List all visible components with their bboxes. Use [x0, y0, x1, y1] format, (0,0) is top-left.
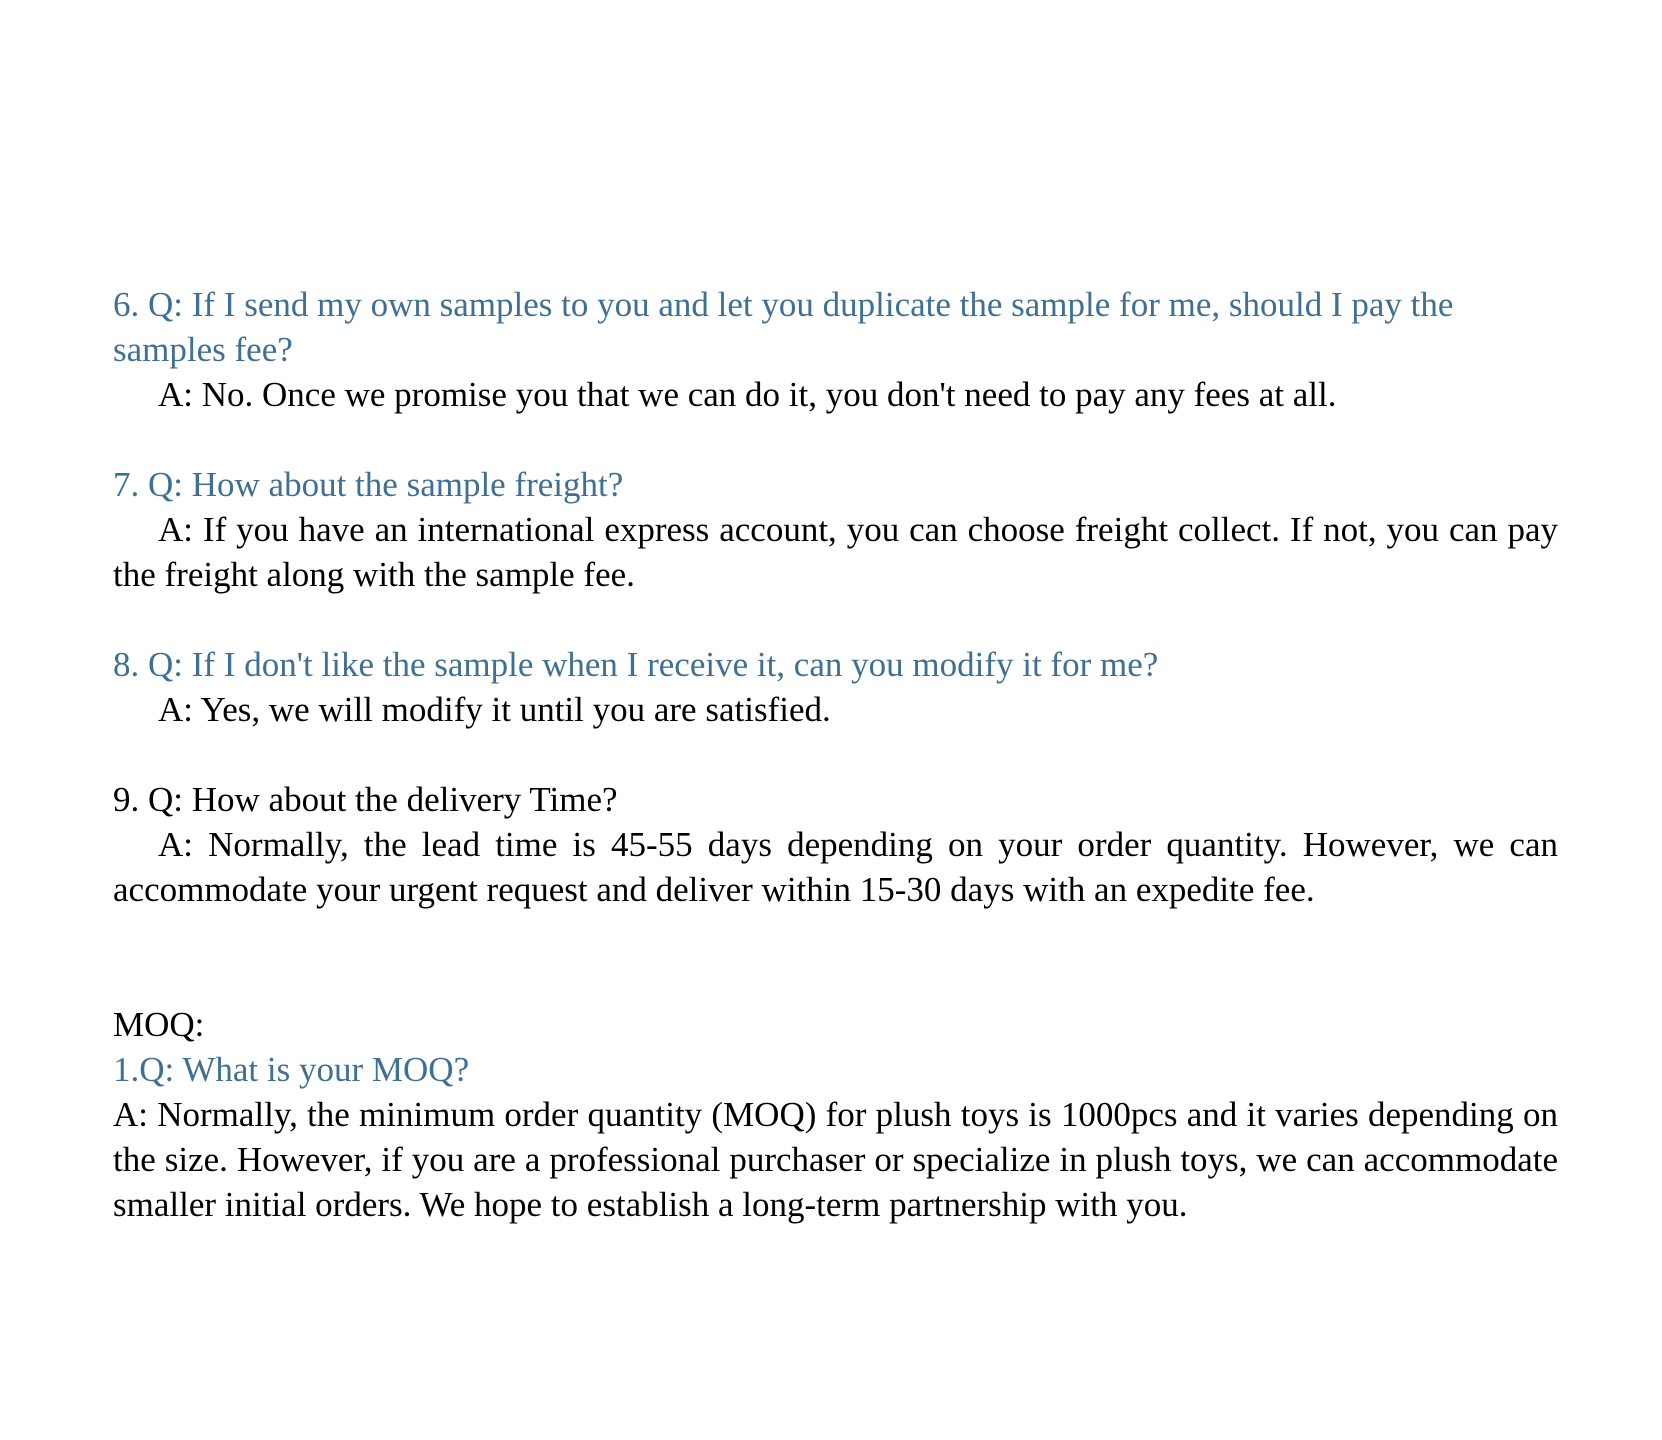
faq-question: 8. Q: If I don't like the sample when I receive it, can you modify it for me?	[113, 645, 1159, 684]
spacer	[113, 597, 1558, 642]
spacer	[113, 732, 1558, 777]
faq-answer: A: Normally, the lead time is 45-55 days depending on your order quantity. However, we can accommodate your urgent request and deliver within 15-30 days with an expedite fee.	[113, 825, 1558, 909]
faq-item-7	[113, 462, 1558, 597]
faq-item-6	[113, 282, 1558, 417]
moq-question: 1.Q: What is your MOQ?	[113, 1050, 470, 1089]
faq-item-8	[113, 642, 1558, 732]
moq-section	[113, 1002, 1558, 1227]
faq-question: 9. Q: How about the delivery Time?	[113, 780, 618, 819]
faq-answer: A: Yes, we will modify it until you are satisfied.	[158, 690, 831, 729]
spacer	[113, 417, 1558, 462]
faq-answer: A: No. Once we promise you that we can do it, you don't need to pay any fees at all.	[158, 375, 1337, 414]
spacer	[113, 912, 1558, 1002]
faq-answer: A: If you have an international express account, you can choose freight collect. If not, you can pay the freight along with the sample fee.	[113, 510, 1558, 594]
faq-item-9	[113, 777, 1558, 912]
faq-question: 6. Q: If I send my own samples to you and let you duplicate the sample for me, should I pay the samples fee?	[113, 285, 1454, 369]
moq-answer: A: Normally, the minimum order quantity (MOQ) for plush toys is 1000pcs and it varies depending on the size. However, if you are a professional purchaser or specialize in plush toys, we can accommodate smaller initial orders. We hope to establish a long-term partnership with you.	[113, 1095, 1558, 1224]
faq-document	[113, 282, 1558, 1227]
faq-question: 7. Q: How about the sample freight?	[113, 465, 624, 504]
moq-heading: MOQ:	[113, 1005, 205, 1044]
